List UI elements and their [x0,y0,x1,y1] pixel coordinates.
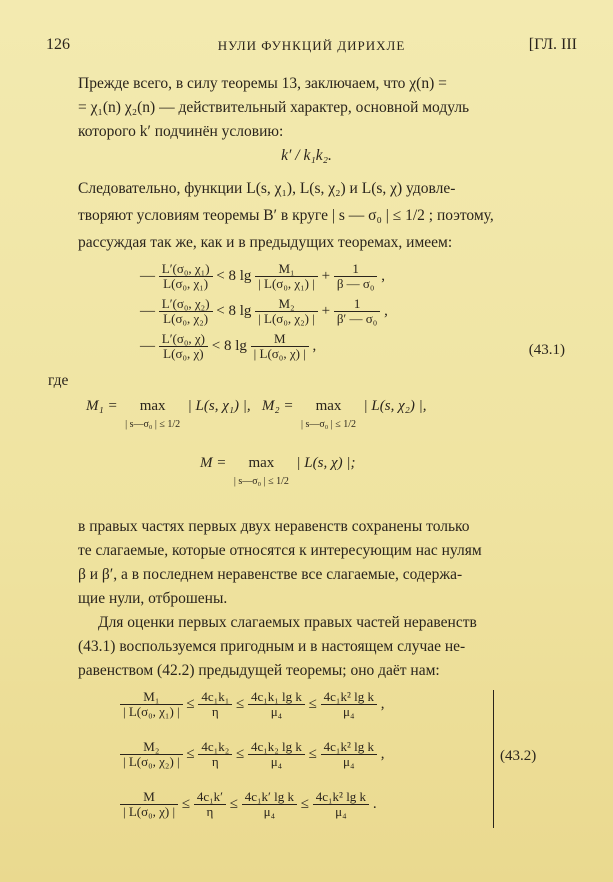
equation-label: (43.2) [500,748,537,764]
text-line: (43.1) воспользуемся пригодным и в настоящем случае не- [78,638,466,655]
text-line: творяют условиям теоремы B′ в круге | s — σ₀ | ≤ 1/2 ; поэтому, [78,207,494,224]
equation-row: $\frac{\text{M₁}}{\text{| L(σ₀, χ₁) |}}$ ≤ $\frac{\text{4c₁k₁}}{\eta}$ ≤ $\frac{\text{4c₁k₁ lg k}}{\text{μ₄}}$ ≤ $\frac{\text{4c₁k² lg k}}{\text{μ₄}}$ , [120,690,384,719]
equation-row: $\frac{M}{\text{| L(σ₀, χ) |}}$ ≤ $\frac{\text{4c₁k′}}{\eta}$ ≤ $\frac{\text{4c₁k′ lg k}}{\text{μ₄}}$ ≤ $\frac{\text{4c₁k² lg k}}{\text{μ₄}}$ . [120,790,377,819]
text-line: которого k′ подчинён условию: [78,123,284,140]
equation-row: — $\frac{\text{L′(σ₀, χ₂)}}{\text{L(σ₀, χ₂)}}$ < 8 lg $\frac{\text{M₂}}{\text{| L(σ₀, χ₂) |}}$ + $\frac{1}{\text{β′ — σ₀}}$ , [140,296,388,326]
text-line: те слагаемые, которые относятся к интересующим нас нулям [78,542,482,559]
running-title: НУЛИ ФУНКЦИЙ ДИРИХЛЕ [217,38,406,53]
equation-brace [487,690,494,828]
text-line: β и β′, а в последнем неравенстве все слагаемые, содержа- [78,566,463,583]
text-line: равенством (42.2) предыдущей теоремы; оно даёт нам: [78,662,440,679]
text-line: Следовательно, функции L(s, χ₁), L(s, χ₂) и L(s, χ) удовле- [78,180,456,197]
page-number: 126 [46,36,70,53]
max-definition: M₁ = max | s—σ₀ | ≤ 1/2 | L(s, χ₁) |, M₂ = max | s—σ₀ | ≤ 1/2 | L(s, χ₂) |, [86,398,427,430]
equation-row: — $\frac{\text{L′(σ₀, χ₁)}}{\text{L(σ₀, χ₁)}}$ < 8 lg $\frac{\text{M₁}}{\text{| L(σ₀, χ₁) |}}$ + $\frac{1}{\text{β — σ₀}}$ , [140,261,385,291]
text-line: щие нули, отброшены. [78,590,228,607]
formula-k: k′ / k₁k₂. [281,147,332,164]
where-word: где [48,372,69,389]
max-definition: M = max | s—σ₀ | ≤ 1/2 | L(s, χ) |; [200,455,356,487]
chapter-label: [ГЛ. III [528,36,577,53]
text-line: Для оценки первых слагаемых правых частей неравенств [98,614,477,631]
page-header [46,36,577,56]
equation-label: (43.1) [528,342,565,358]
equation-row: — $\frac{\text{L′(σ₀, χ)}}{\text{L(σ₀, χ)}}$ < 8 lg $\frac{M}{\text{| L(σ₀, χ) |}}$ , [140,331,317,361]
text-line: Прежде всего, в силу теоремы 13, заключаем, что χ(n) = [78,75,447,92]
text-line: рассуждая так же, как и в предыдущих теоремах, имеем: [78,234,453,251]
text-line: в правых частях первых двух неравенств сохранены только [78,518,470,535]
equation-row: $\frac{\text{M₂}}{\text{| L(σ₀, χ₂) |}}$ ≤ $\frac{\text{4c₁k₂}}{\eta}$ ≤ $\frac{\text{4c₁k₂ lg k}}{\text{μ₄}}$ ≤ $\frac{\text{4c₁k² lg k}}{\text{μ₄}}$ , [120,740,384,769]
text-line: = χ₁(n) χ₂(n) — действительный характер, основной модуль [78,99,470,116]
